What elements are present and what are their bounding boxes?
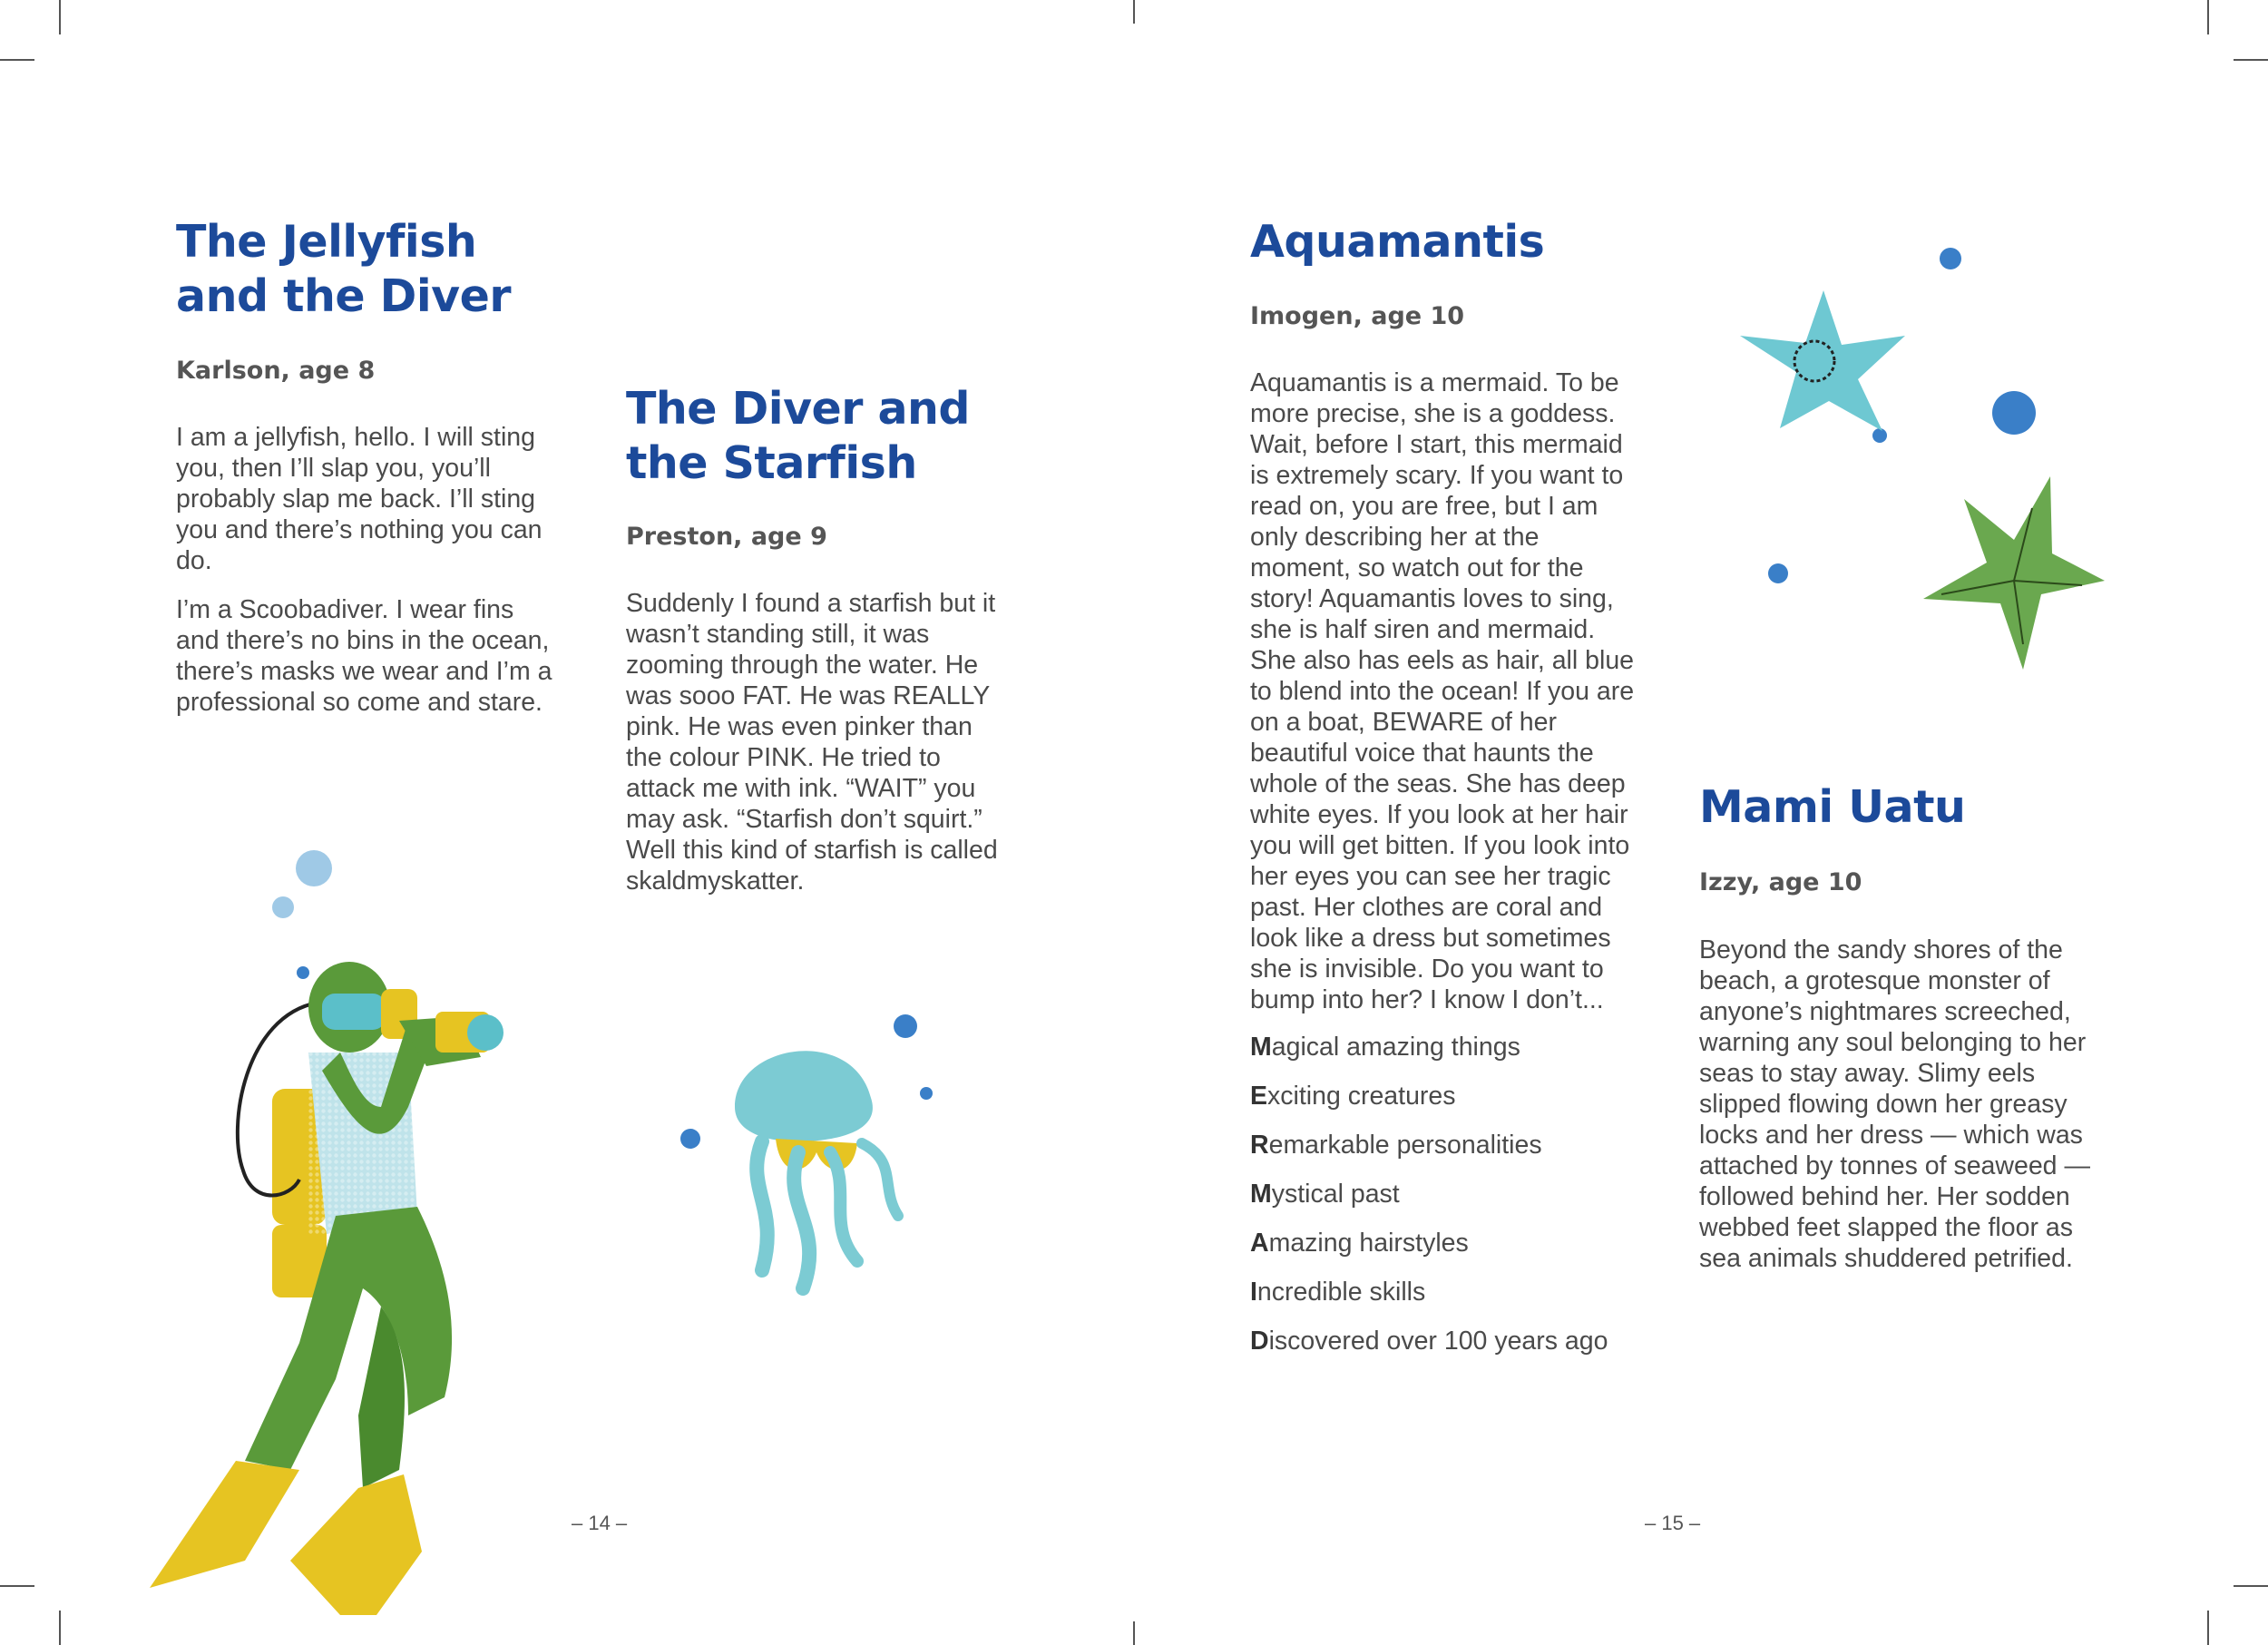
title-line: and the Diver xyxy=(176,270,511,322)
crop-mark xyxy=(59,0,61,34)
story-body xyxy=(1699,935,2098,1292)
green-starfish-icon xyxy=(1923,476,2105,670)
bubble-icon xyxy=(1940,248,1961,269)
crop-mark xyxy=(1133,1621,1135,1645)
story-title-aquamantis: Aquamantis xyxy=(1250,216,1545,268)
acrostic-line: Magical amazing things xyxy=(1250,1033,1520,1062)
story-title-diver-starfish xyxy=(626,382,1061,491)
story-paragraph: I am a jellyfish, hello. I will sting you, then I’ll slap you, you’ll probably slap me back. I’ll sting you and there’s nothing you can do. xyxy=(176,423,543,575)
bubble-icon xyxy=(894,1014,917,1038)
bubble-icon xyxy=(1992,391,2036,435)
acrostic-line: Remarkable personalities xyxy=(1250,1131,1542,1160)
story-paragraph: I’m a Scoobadiver. I wear fins and there’s no bins in the ocean, there’s masks we wear and I’m a professional so come and stare. xyxy=(176,595,552,717)
bubble-icon xyxy=(920,1087,933,1100)
page-number: – 15 – xyxy=(1645,1512,1701,1534)
acrostic-line: Mystical past xyxy=(1250,1180,1400,1209)
title-line: the Starfish xyxy=(626,437,917,489)
story-paragraph: Suddenly I found a starfish but it wasn’t standing still, it was zooming through the water. He was sooo FAT. He was REALLY pink. He was even pinker than the colour PINK. He tried to attack me with ink. “WAIT” you may ask. “Starfish don’t squirt.” Well this kind of starfish is called skaldmyskatter. xyxy=(626,589,998,896)
story-body xyxy=(1250,367,1640,1033)
story-body xyxy=(176,422,557,736)
author-byline: Preston, age 9 xyxy=(626,523,827,551)
jellyfish-illustration xyxy=(671,1007,962,1307)
acrostic-line: Incredible skills xyxy=(1250,1278,1426,1307)
blue-starfish-icon xyxy=(1740,290,1905,431)
story-body xyxy=(626,588,1007,915)
bubble-icon xyxy=(297,966,309,979)
crop-mark xyxy=(2207,0,2209,34)
author-byline: Imogen, age 10 xyxy=(1250,302,1465,330)
page-number: – 14 – xyxy=(572,1512,628,1534)
author-byline: Karlson, age 8 xyxy=(176,357,376,385)
bubble-icon xyxy=(1872,428,1887,443)
story-paragraph: Aquamantis is a mermaid. To be more precise, she is a goddess. Wait, before I start, this mermaid is extremely scary. If you want to read on, you are free, but I am only describing her at the moment, so watch out for the story! Aquamantis loves to sing, she is half siren and mermaid. She also has eels as hair, all blue to blend into the ocean! If you are on a boat, BEWARE of her beautiful voice that haunts the whole of the seas. She has deep white eyes. If you look at her hair you will get bitten. If you look into her eyes you can see her tragic past. Her clothes are coral and look like a dress but sometimes she is invisible. Do you want to bump into her? I know I don’t... xyxy=(1250,368,1635,1014)
author-byline: Izzy, age 10 xyxy=(1699,868,1862,896)
crop-mark xyxy=(2207,1611,2209,1645)
story-title-jellyfish-diver xyxy=(176,215,611,324)
acrostic-line: Amazing hairstyles xyxy=(1250,1229,1469,1258)
acrostic-poem xyxy=(1250,1029,1631,1372)
crop-mark xyxy=(0,1585,34,1587)
acrostic-line: Exciting creatures xyxy=(1250,1082,1456,1111)
title-line: The Diver and xyxy=(626,383,970,435)
crop-mark xyxy=(0,59,34,61)
acrostic-line: Discovered over 100 years ago xyxy=(1250,1327,1608,1356)
scuba-diver-with-camera-illustration xyxy=(136,835,535,1615)
crop-mark xyxy=(2234,59,2268,61)
starfish-illustrations xyxy=(1724,236,2123,681)
story-title-mami-uatu: Mami Uatu xyxy=(1699,781,1966,833)
crop-mark xyxy=(59,1611,61,1645)
crop-mark xyxy=(2234,1585,2268,1587)
bubble-icon xyxy=(680,1129,700,1149)
bubble-icon xyxy=(296,850,332,886)
bubble-icon xyxy=(1768,563,1788,583)
story-paragraph: Beyond the sandy shores of the beach, a grotesque monster of anyone’s nightmares screeched, warning any soul belonging to her seas to stay away. Slimy eels slipped flowing down her greasy locks and her dress — which was attached by tonnes of seaweed — followed behind her. Her sodden webbed feet slapped the floor as sea animals shuddered petrified. xyxy=(1699,935,2090,1273)
title-line: The Jellyfish xyxy=(176,216,477,268)
crop-mark xyxy=(1133,0,1135,24)
bubble-icon xyxy=(272,896,294,918)
